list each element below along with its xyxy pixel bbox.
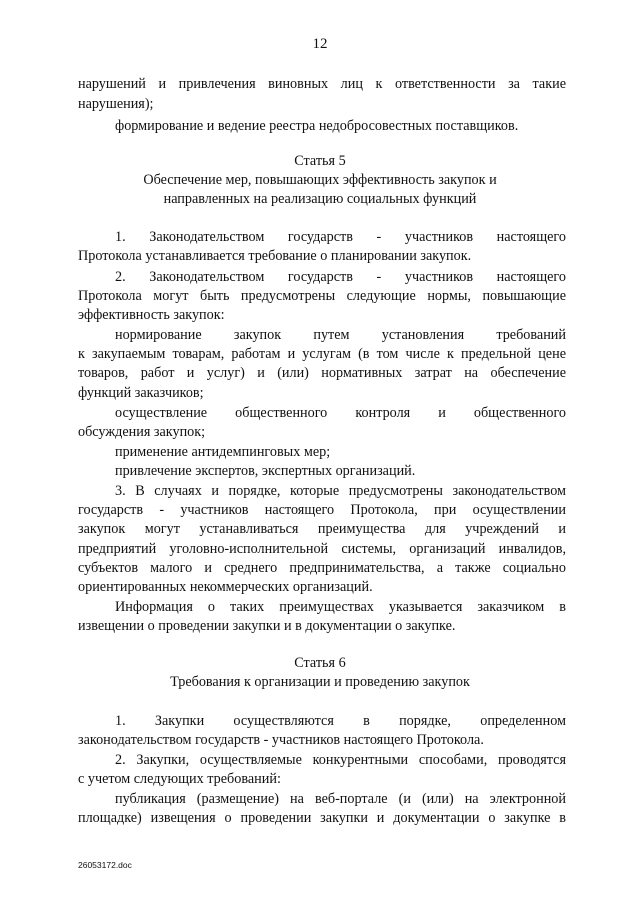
text-line: применение антидемпинговых мер; bbox=[115, 444, 331, 460]
text-line: обсуждения закупок; bbox=[78, 424, 206, 440]
text-line: с учетом следующих требований: bbox=[78, 771, 281, 787]
text-line: Информация о таких преимуществах указывается заказчиком в bbox=[115, 599, 566, 615]
text-line: 1. Законодательством государств - участников настоящего bbox=[115, 229, 566, 245]
page-number: 12 bbox=[312, 36, 328, 52]
article-heading: Требования к организации и проведению закупок bbox=[170, 674, 470, 690]
article-title: Статья 6 bbox=[294, 655, 346, 671]
text-line: 2. Законодательством государств - участников настоящего bbox=[115, 269, 566, 285]
text-line: к закупаемым товарам, работам и услугам (в том числе к предельной цене bbox=[78, 346, 566, 362]
text-line: 3. В случаях и порядке, которые предусмотрены законодательством bbox=[115, 483, 566, 499]
article-heading: Обеспечение мер, повышающих эффективность закупок и bbox=[143, 172, 497, 188]
text-line: субъектов малого и среднего предпринимательства, а также социально bbox=[78, 560, 566, 576]
article-heading: направленных на реализацию социальных функций bbox=[163, 191, 477, 207]
text-line: товаров, работ и услуг) и (или) нормативных затрат на обеспечение bbox=[78, 365, 566, 381]
text-line: извещении о проведении закупки и в документации о закупке. bbox=[78, 618, 456, 634]
article-title: Статья 5 bbox=[294, 153, 346, 169]
text-line: Протокола устанавливается требование о планировании закупок. bbox=[78, 248, 472, 264]
text-line: Протокола могут быть предусмотрены следующие нормы, повышающие bbox=[78, 288, 566, 304]
text-line: площадке) извещения о проведении закупки и документации о закупке в bbox=[78, 810, 566, 826]
text-line: нормирование закупок путем установления требований bbox=[115, 327, 566, 343]
text-line: эффективность закупок: bbox=[78, 307, 225, 323]
text-line: нарушения); bbox=[78, 96, 154, 112]
footer-filename: 26053172.doc bbox=[78, 860, 132, 870]
text-line: 1. Закупки осуществляются в порядке, определенном bbox=[115, 713, 566, 729]
text-line: публикация (размещение) на веб-портале (и (или) на электронной bbox=[115, 791, 566, 807]
text-line: предприятий уголовно-исполнительной системы, организаций инвалидов, bbox=[78, 541, 566, 557]
text-line: ориентированных некоммерческих организаций. bbox=[78, 579, 373, 595]
text-line: закупок могут устанавливаться преимущества для учреждений и bbox=[78, 521, 566, 537]
text-line: государств - участников настоящего Протокола, при осуществлении bbox=[78, 502, 566, 518]
text-line: нарушений и привлечения виновных лиц к ответственности за такие bbox=[78, 76, 566, 92]
text-line: функций заказчиков; bbox=[78, 385, 204, 401]
text-line: 2. Закупки, осуществляемые конкурентными способами, проводятся bbox=[115, 752, 566, 768]
text-line: формирование и ведение реестра недобросовестных поставщиков. bbox=[115, 118, 519, 134]
text-line: привлечение экспертов, экспертных организаций. bbox=[115, 463, 416, 479]
text-line: осуществление общественного контроля и общественного bbox=[115, 405, 566, 421]
text-line: законодательством государств - участников настоящего Протокола. bbox=[78, 732, 484, 748]
